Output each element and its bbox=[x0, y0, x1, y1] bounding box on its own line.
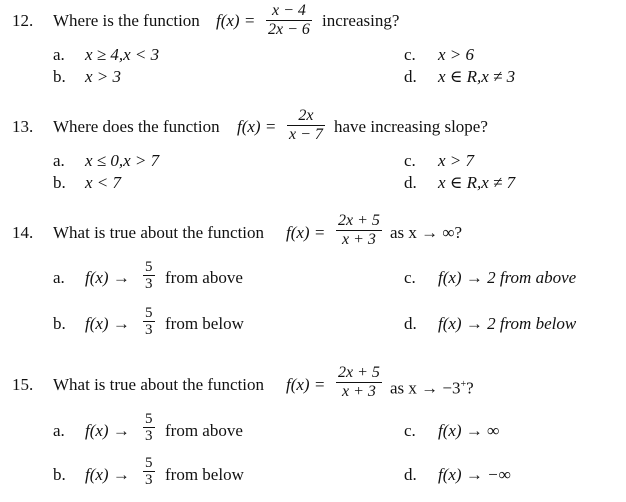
fraction-numerator: 5 bbox=[145, 455, 153, 471]
option-letter: d. bbox=[404, 173, 417, 192]
function-fraction bbox=[336, 212, 382, 249]
option-letter: a. bbox=[53, 268, 65, 287]
question-number: 15. bbox=[12, 375, 34, 394]
option-b-suffix: from below bbox=[165, 314, 244, 333]
question-number: 14. bbox=[12, 223, 34, 242]
option-letter: b. bbox=[53, 314, 66, 333]
fraction-denominator: 2x − 6 bbox=[268, 21, 310, 38]
option-a: x ≥ 4,x < 3 bbox=[85, 45, 160, 64]
option-c: f(x) → 2 from above bbox=[438, 268, 577, 287]
fraction-denominator: 3 bbox=[145, 276, 153, 292]
fraction-numerator: 5 bbox=[145, 259, 153, 275]
option-a-fraction bbox=[143, 411, 155, 444]
option-c: f(x) → ∞ bbox=[438, 421, 500, 440]
fraction-numerator: 5 bbox=[145, 411, 153, 427]
question-mark: ? bbox=[466, 378, 474, 398]
option-letter: c. bbox=[404, 421, 416, 440]
function-fraction bbox=[287, 107, 325, 144]
function-label: f(x) = bbox=[286, 223, 326, 242]
fraction-denominator: x + 3 bbox=[342, 383, 376, 400]
option-letter: c. bbox=[404, 151, 416, 170]
option-letter: d. bbox=[404, 314, 417, 333]
option-d: x ∈ R,x ≠ 3 bbox=[438, 67, 516, 86]
stem-text: as x → −3 bbox=[390, 378, 461, 398]
question-stem: Where is the function bbox=[53, 11, 200, 30]
superscript-plus: + bbox=[460, 379, 467, 390]
question-stem: What is true about the function bbox=[53, 375, 265, 394]
function-label: f(x) = bbox=[237, 117, 277, 136]
fraction-denominator: x + 3 bbox=[342, 231, 376, 248]
question-stem-end: as x → ∞? bbox=[390, 223, 463, 242]
option-a: x ≤ 0,x > 7 bbox=[85, 151, 160, 170]
option-b-fraction bbox=[143, 305, 155, 338]
fraction-denominator: x − 7 bbox=[289, 126, 323, 143]
option-letter: d. bbox=[404, 67, 417, 86]
option-b-prefix: f(x) → bbox=[85, 314, 130, 333]
fraction-numerator: 2x bbox=[287, 107, 325, 126]
question-stem: What is true about the function bbox=[53, 223, 265, 242]
question-number: 12. bbox=[12, 11, 34, 30]
function-fraction bbox=[336, 364, 382, 401]
option-a-suffix: from above bbox=[165, 421, 243, 440]
option-b-suffix: from below bbox=[165, 465, 244, 484]
option-letter: b. bbox=[53, 465, 66, 484]
question-stem: Where does the function bbox=[53, 117, 220, 136]
fraction-numerator: x − 4 bbox=[266, 2, 312, 21]
question-stem-end: increasing? bbox=[322, 11, 400, 30]
option-b: x < 7 bbox=[85, 173, 122, 192]
option-letter: c. bbox=[404, 268, 416, 287]
option-b-prefix: f(x) → bbox=[85, 465, 130, 484]
option-a-prefix: f(x) → bbox=[85, 268, 130, 287]
option-letter: d. bbox=[404, 465, 417, 484]
fraction-denominator: 3 bbox=[145, 322, 153, 338]
fraction-denominator: 3 bbox=[145, 428, 153, 444]
function-label: f(x) = bbox=[216, 11, 256, 30]
option-b-fraction bbox=[143, 455, 155, 488]
option-a-fraction bbox=[143, 259, 155, 292]
function-fraction bbox=[266, 2, 312, 39]
option-letter: a. bbox=[53, 421, 65, 440]
question-stem-end: have increasing slope? bbox=[334, 117, 488, 136]
fraction-numerator: 2x + 5 bbox=[338, 212, 380, 229]
option-b: x > 3 bbox=[85, 67, 122, 86]
fraction-denominator: 3 bbox=[145, 472, 153, 488]
option-d: f(x) → −∞ bbox=[438, 465, 511, 484]
fraction-numerator: 2x + 5 bbox=[338, 364, 380, 381]
question-stem-end bbox=[390, 375, 474, 399]
option-letter: c. bbox=[404, 45, 416, 64]
option-letter: b. bbox=[53, 173, 66, 192]
option-a-prefix: f(x) → bbox=[85, 421, 130, 440]
option-letter: a. bbox=[53, 45, 65, 64]
option-letter: b. bbox=[53, 67, 66, 86]
option-a-suffix: from above bbox=[165, 268, 243, 287]
option-d: x ∈ R,x ≠ 7 bbox=[438, 173, 516, 192]
option-c: x > 6 bbox=[438, 45, 475, 64]
option-letter: a. bbox=[53, 151, 65, 170]
question-number: 13. bbox=[12, 117, 34, 136]
function-label: f(x) = bbox=[286, 375, 326, 394]
option-c: x > 7 bbox=[438, 151, 475, 170]
fraction-numerator: 5 bbox=[145, 305, 153, 321]
option-d: f(x) → 2 from below bbox=[438, 314, 577, 333]
